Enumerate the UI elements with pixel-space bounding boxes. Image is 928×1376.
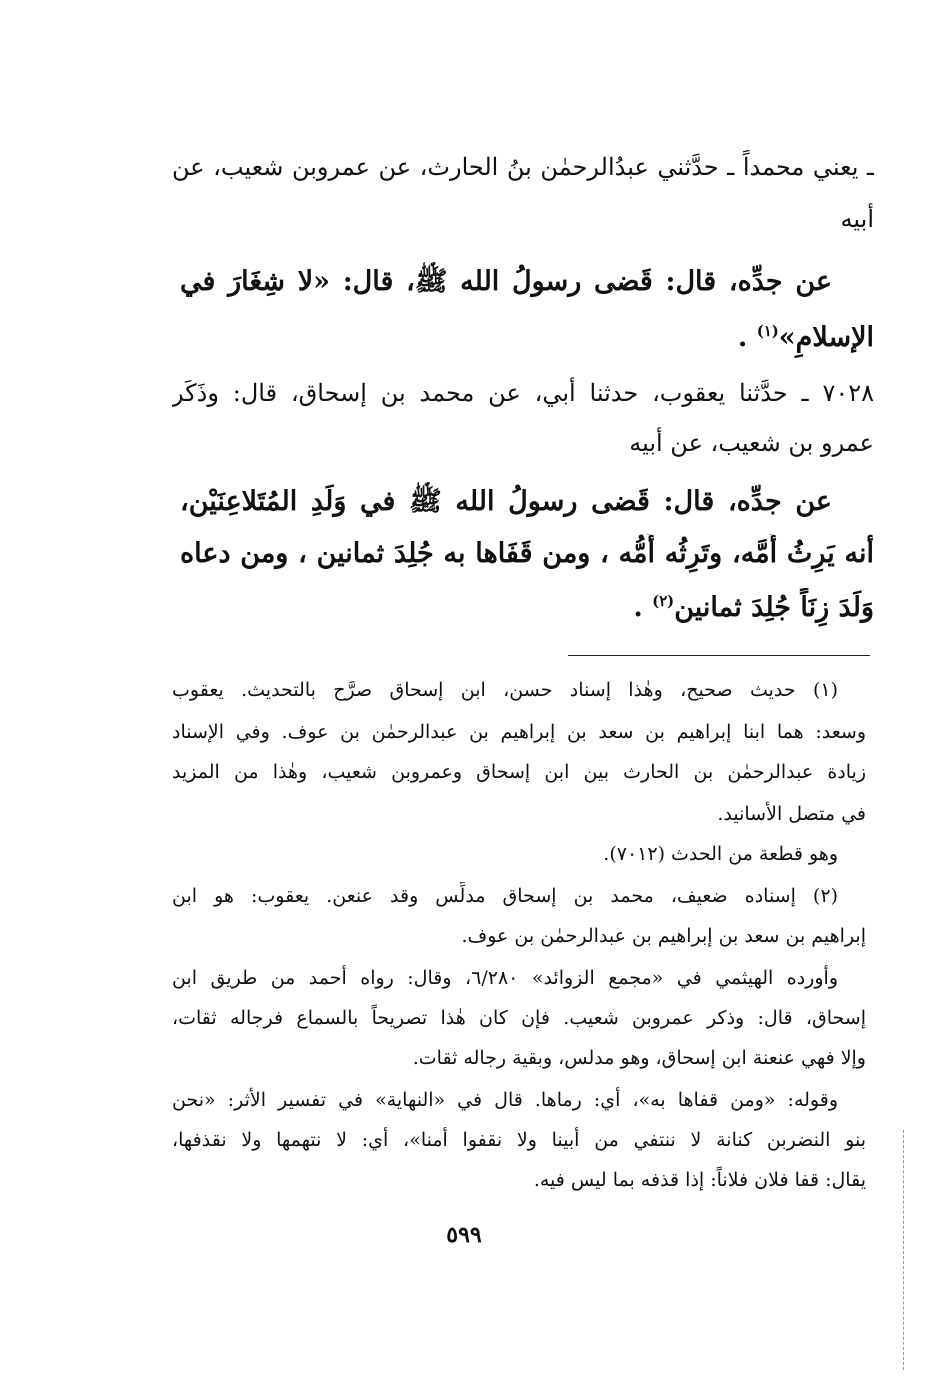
main-line-3: ٧٠٢٨ ـ حدَّثنا يعقوب، حدثنا أبي، عن محمد بن إسحاق، قال: وذَكَر [172,379,874,407]
footnote-line-5: وهو قطعة من الحدث (٧٠١٢). [603,843,838,865]
footnote-line-1: (١) حديث صحيح، وهٰذا إسناد حسن، ابن إسحاق صرَّح بالتحديث. يعقوب [172,679,838,701]
hadith-line-4: أنه يَرِثُ أُمَّه، وتَرِثُه أُمُّه ، ومن قَفَاها به جُلِدَ ثمانين ، ومن دعاه [180,538,874,569]
footnote-line-7: إبراهيم بن سعد بن إبراهيم بن عبدالرحمٰن بن عوف. [461,925,866,947]
footnote-line-13: يقال: قفا فلان فلاناً: إذا قذفه بما ليس فيه. [533,1169,866,1191]
scan-edge-mark [903,1130,904,1370]
end-punct-2: . [633,592,643,623]
footnote-line-11: وقوله: «ومن قفاها به»، أي: رماها. قال في «النهاية» في تفسير الأثر: «نحن [172,1089,838,1111]
hadith-line-1: عن جدِّه، قال: قَضى رسولُ الله ﷺ، قال: «لا شِغَارَ في [180,266,832,297]
hadith-line-5-text: وَلَدَ زِنَاً جُلِدَ ثمانين [674,592,874,623]
hadith-line-5 [520,588,874,628]
footnote-line-3: زيادة عبدالرحمٰن بن الحارث بين ابن إسحاق وعمروبن شعيب، وهٰذا من المزيد [172,761,866,783]
footnote-line-4: في متصل الأسانيد. [717,803,866,825]
end-punct-1: . [737,322,748,353]
main-line-2: أبيه [840,205,874,233]
hadith-line-2 [520,318,874,358]
footnote-ref-1: (١) [756,322,779,340]
main-line-1: ـ يعني محمداً ـ حدَّثني عبدُالرحمٰن بنُ الحارث، عن عمروبن شعيب، عن [172,153,874,181]
footnote-line-6: (٢) إسناده ضعيف، محمد بن إسحاق مدلِّس وقد عنعن. يعقوب: هو ابن [172,885,838,907]
hadith-line-2-text: الإسلامِ» [778,322,874,353]
footnote-separator [568,655,870,656]
main-line-4: عمرو بن شعيب، عن أبيه [629,429,874,457]
footnote-line-8: وأورده الهيثمي في «مجمع الزوائد» ٦/٢٨٠، وقال: رواه أحمد من طريق ابن [172,967,838,989]
footnote-line-2: وسعد: هما ابنا إبراهيم بن سعد بن إبراهيم بن عبدالرحمٰن بن عوف. وفي الإسناد [172,721,866,743]
footnote-line-12: بنو النضربن كنانة لا ننتفي من أبينا ولا نقفوا أمنا»، أي: لا نتهمها ولا نقذفها، [172,1129,866,1151]
page-number: ٥٩٩ [446,1222,482,1248]
footnote-line-9: إسحاق، قال: وذكر عمروبن شعيب. فإن كان هٰذا تصريحاً بالسماع فرجاله ثقات، [172,1007,866,1029]
footnote-ref-2: (٢) [652,592,675,610]
hadith-line-3: عن جدِّه، قال: قَضى رسولُ الله ﷺ في وَلَدِ المُتَلاعِنَيْن، [180,486,832,517]
footnote-line-10: وإلا فهي عنعنة ابن إسحاق، وهو مدلس، وبقية رجاله ثقات. [412,1047,866,1069]
